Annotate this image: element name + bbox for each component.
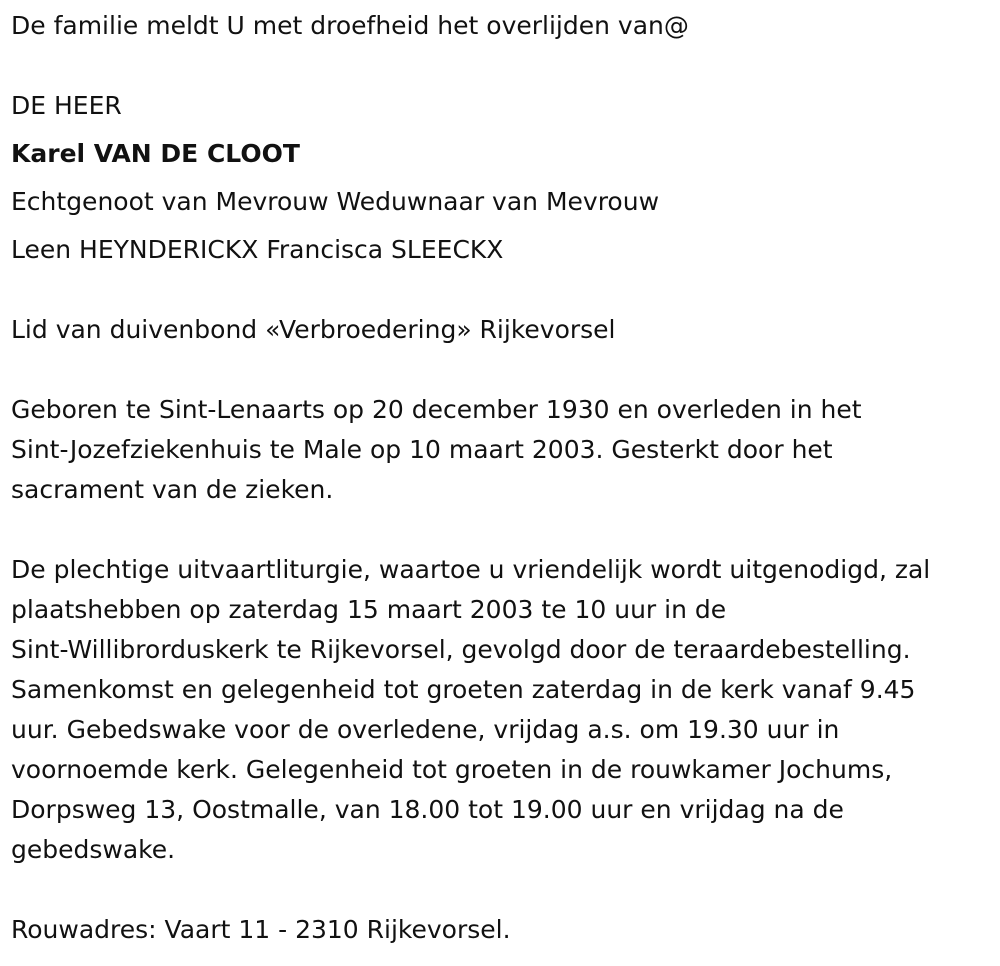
paragraph-line: gebedswake. — [11, 835, 176, 864]
paragraph-line: uur. Gebedswake voor de overledene, vrijdag a.s. om 19.30 uur in — [11, 715, 840, 744]
mourning-address: Rouwadres: Vaart 11 - 2310 Rijkevorsel. — [11, 915, 511, 944]
birth-death-paragraph — [11, 390, 996, 510]
paragraph-line: plaatshebben op zaterdag 15 maart 2003 te 10 uur in de — [11, 595, 727, 624]
paragraph-line: sacrament van de zieken. — [11, 475, 334, 504]
paragraph-line: Geboren te Sint-Lenaarts op 20 december 1930 en overleden in het — [11, 395, 862, 424]
intro-text: De familie meldt U met droefheid het overlijden van@ — [11, 11, 689, 40]
paragraph-line: Dorpsweg 13, Oostmalle, van 18.00 tot 19.00 uur en vrijdag na de — [11, 795, 844, 824]
funeral-paragraph — [11, 550, 996, 870]
honorific-title: DE HEER — [11, 91, 122, 120]
paragraph-line: Sint-Jozefziekenhuis te Male op 10 maart 2003. Gesterkt door het — [11, 435, 833, 464]
deceased-name: Karel VAN DE CLOOT — [11, 139, 300, 168]
spouse-names: Leen HEYNDERICKX Francisca SLEECKX — [11, 235, 504, 264]
spouse-line: Echtgenoot van Mevrouw Weduwnaar van Mevrouw — [11, 187, 660, 216]
paragraph-line: De plechtige uitvaartliturgie, waartoe u vriendelijk wordt uitgenodigd, zal — [11, 555, 931, 584]
paragraph-line: Sint-Willibrorduskerk te Rijkevorsel, gevolgd door de teraardebestelling. — [11, 635, 911, 664]
membership-text: Lid van duivenbond «Verbroedering» Rijkevorsel — [11, 315, 616, 344]
paragraph-line: Samenkomst en gelegenheid tot groeten zaterdag in de kerk vanaf 9.45 — [11, 675, 916, 704]
paragraph-line: voornoemde kerk. Gelegenheid tot groeten in de rouwkamer Jochums, — [11, 755, 893, 784]
